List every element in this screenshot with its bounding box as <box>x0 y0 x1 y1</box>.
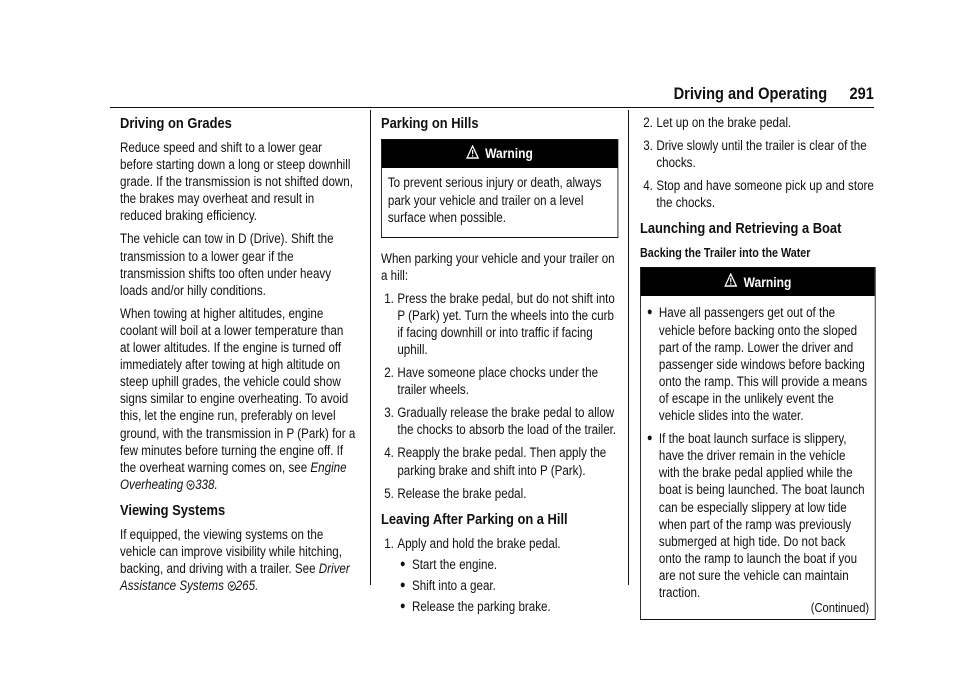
warning-box-boat <box>640 267 876 620</box>
list-item: ● If the boat launch surface is slippery, have the driver remain in the vehicle with the brake pedal applied while the boat is being launched. The boat launch can be especially slippery at low tide when part of the ramp was previously submerged at high tide. Do not back onto the ramp to launch the boat if you are not sure the vehicle can maintain traction. <box>646 431 865 600</box>
page-reference-arrow-icon <box>227 578 236 593</box>
bullet-dot-icon: ● <box>399 557 406 570</box>
list-item: ● Shift into a gear. <box>399 577 496 593</box>
page-reference-arrow-icon <box>186 477 195 492</box>
heading-launching-boat: Launching and Retrieving a Boat <box>640 220 842 238</box>
header-rule <box>110 107 874 108</box>
section-title: Driving and Operating <box>673 84 828 103</box>
warning-label: Warning <box>485 145 533 162</box>
list-item: 1. Press the brake pedal, but do not shift into P (Park) yet. Turn the wheels into the curb if facing downhill or into traffic if facing uphill. <box>384 290 615 357</box>
link-engine-overheating[interactable]: Engine Overheating <box>120 459 347 492</box>
warning-header <box>382 140 617 168</box>
heading-viewing-systems: Viewing Systems <box>120 501 226 519</box>
list-item: 3. Gradually release the brake pedal to allow the chocks to absorb the load of the trailer. <box>384 405 617 438</box>
warning-bullets <box>647 304 869 601</box>
column-divider-1 <box>370 110 371 585</box>
bullet-dot-icon: ● <box>399 600 406 612</box>
column-2 <box>381 114 618 619</box>
column-divider-2 <box>628 110 629 585</box>
leaving-bullets <box>381 556 618 615</box>
warning-box-parking <box>381 139 618 238</box>
warning-triangle-icon <box>466 145 479 163</box>
page-ref-265[interactable]: 265. <box>235 578 259 594</box>
list-item: 2. Have someone place chocks under the trailer wheels. <box>384 365 599 398</box>
warning-triangle-icon <box>725 273 738 291</box>
bullet-dot-icon: ● <box>646 306 653 319</box>
parking-intro: When parking your vehicle and your trailer on a hill: <box>381 250 615 283</box>
warning-header <box>641 268 875 296</box>
bullet-dot-icon: ● <box>399 578 406 591</box>
paragraph-grades-2: The vehicle can tow in D (Drive). Shift the transmission to a lower gear if the transmission shifts too often under heavy loads and/or hilly conditions. <box>120 231 334 298</box>
bullet-dot-icon: ● <box>646 432 653 445</box>
list-item: 4. Stop and have someone pick up and store the chocks. <box>643 178 874 211</box>
column-1 <box>120 114 356 600</box>
leaving-steps <box>381 535 618 552</box>
parking-steps <box>381 290 618 502</box>
list-item: 4. Reapply the brake pedal. Then apply the parking brake and shift into P (Park). <box>384 445 607 478</box>
page-ref-338[interactable]: 338. <box>195 476 218 492</box>
heading-driving-on-grades: Driving on Grades <box>120 115 232 132</box>
continued-label: (Continued) <box>810 600 870 616</box>
page-number: 291 <box>849 84 874 103</box>
link-driver-assistance[interactable]: Driver Assistance Systems <box>120 561 350 594</box>
list-item: ● Start the engine. <box>399 556 498 572</box>
warning-text: To prevent serious injury or death, always park your vehicle and trailer on a level surface when possible. <box>387 175 602 225</box>
column-3 <box>640 114 876 632</box>
list-item: 3. Drive slowly until the trailer is clear of the chocks. <box>643 138 867 171</box>
paragraph-viewing: If equipped, the viewing systems on the vehicle can improve visibility while hitching, backing, and driving with a trailer. See Driver Assistance Systems 265. <box>120 526 350 594</box>
list-item: ● Have all passengers get out of the vehicle before backing onto the sloped part of the ramp. Lower the driver and passenger side windows before backing onto the ramp. This will provide a means of escape in the unlikely event the vehicle slides into the water. <box>646 305 868 424</box>
warning-label: Warning <box>743 273 792 290</box>
leaving-steps-continued <box>640 114 876 211</box>
paragraph-grades-3: When towing at higher altitudes, engine coolant will boil at a lower temperature than at lower altitudes. If the engine is turned off immediately after towing at high altitude on steep uphill grades, the vehicle could show signs similar to engine overheating. To avoid this, let the engine run, preferably on level ground, with the transmission in P (Park) for a few minutes before turning the engine off. If the overheat warning comes on, see Engine Overheating 338. <box>120 305 356 492</box>
list-item: 1. Apply and hold the brake pedal. <box>384 535 561 551</box>
list-item: 5. Release the brake pedal. <box>384 485 527 501</box>
list-item: 2. Let up on the brake pedal. <box>643 115 792 130</box>
paragraph-grades-1: Reduce speed and shift to a lower gear before starting down a long or steep downhill grade. If the transmission is not shifted down, the brakes may overheat and result in reduced braking efficiency. <box>120 140 353 224</box>
heading-leaving-after-parking: Leaving After Parking on a Hill <box>381 510 568 528</box>
page-header <box>674 84 874 104</box>
heading-parking-on-hills: Parking on Hills <box>381 115 479 132</box>
subheading-backing-trailer: Backing the Trailer into the Water <box>640 246 811 261</box>
list-item: ● Release the parking brake. <box>399 599 551 614</box>
